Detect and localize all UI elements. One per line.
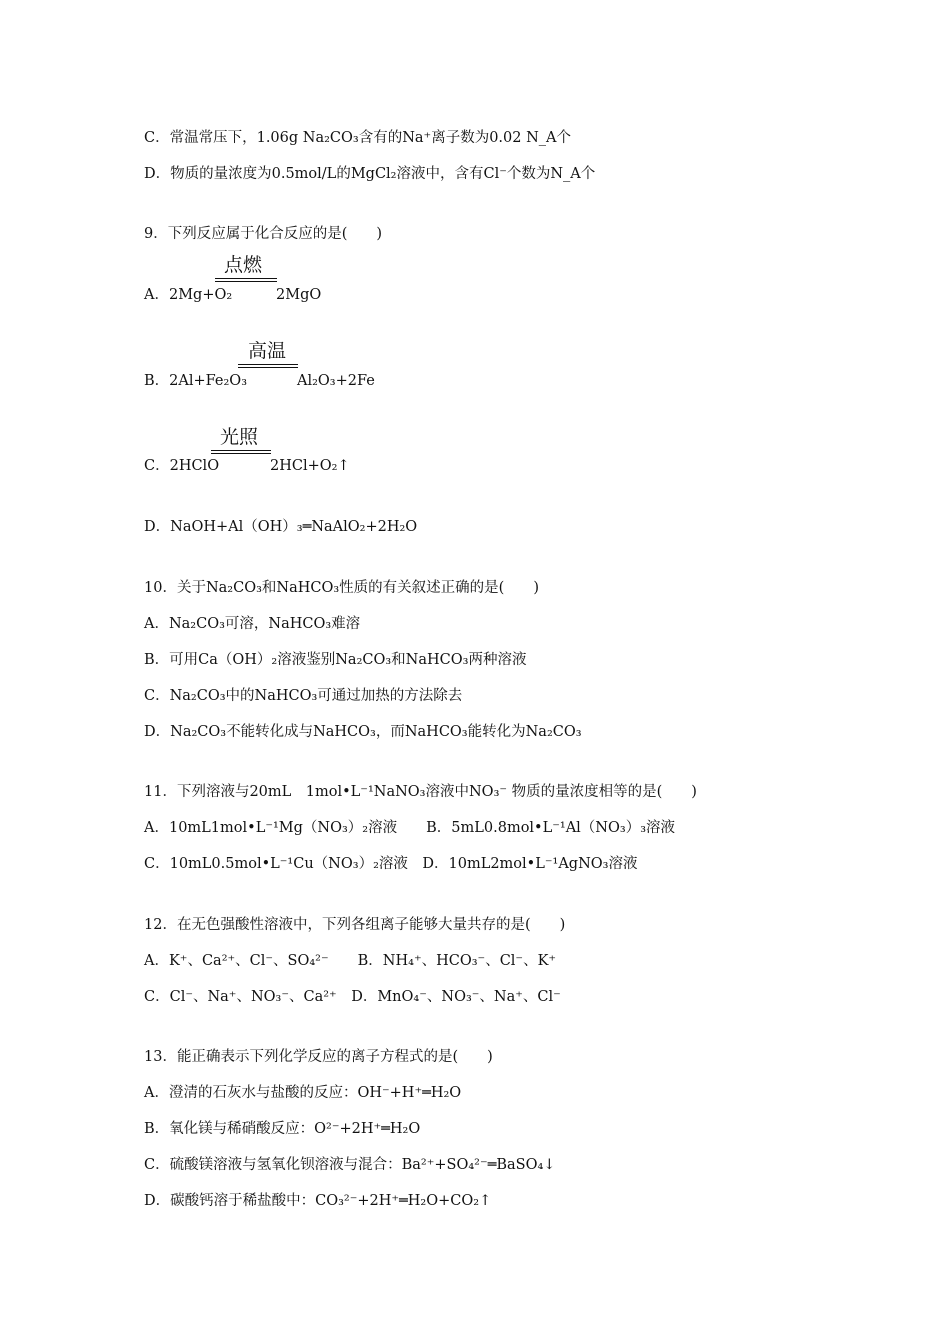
question-11-stem: 11．下列溶液与20mL 1mol•L⁻¹NaNO₃溶液中NO₃⁻ 物质的量浓度相等的是( ) xyxy=(144,784,697,800)
option-10c: C．Na₂CO₃中的NaHCO₃可通过加热的方法除去 xyxy=(144,688,463,704)
option-13b: B．氧化镁与稀硝酸反应：O²⁻+2H⁺═H₂O xyxy=(144,1121,421,1137)
option-10d: D．Na₂CO₃不能转化成与NaHCO₃，而NaHCO₃能转化为Na₂CO₃ xyxy=(144,724,582,740)
option-13c: C．硫酸镁溶液与氢氧化钡溶液与混合：Ba²⁺+SO₄²⁻═BaSO₄↓ xyxy=(144,1157,556,1173)
options-11cd: C．10mL0.5mol•L⁻¹Cu（NO₃）₂溶液 D．10mL2mol•L⁻¹AgNO₃溶液 xyxy=(144,856,638,872)
question-12-stem: 12．在无色强酸性溶液中，下列各组离子能够大量共存的是( ) xyxy=(144,917,566,933)
option-13a: A．澄清的石灰水与盐酸的反应：OH⁻+H⁺═H₂O xyxy=(144,1085,462,1101)
option-8c: C．常温常压下，1.06g Na₂CO₃含有的Na⁺离子数为0.02 N_A个 xyxy=(144,130,571,146)
option-13d: D．碳酸钙溶于稀盐酸中：CO₃²⁻+2H⁺═H₂O+CO₂↑ xyxy=(144,1193,492,1209)
options-12cd: C．Cl⁻、Na⁺、NO₃⁻、Ca²⁺ D．MnO₄⁻、NO₃⁻、Na⁺、Cl⁻ xyxy=(144,989,561,1005)
question-10-stem: 10．关于Na₂CO₃和NaHCO₃性质的有关叙述正确的是( ) xyxy=(144,580,539,596)
question-9-stem: 9．下列反应属于化合反应的是( ) xyxy=(144,226,383,242)
option-10a: A．Na₂CO₃可溶，NaHCO₃难溶 xyxy=(144,616,361,632)
reaction-arrow-bar xyxy=(238,367,298,368)
option-9a: A．2Mg+O₂ xyxy=(144,287,233,303)
reaction-condition-ignite: 点燃 xyxy=(224,254,263,276)
option-9d: D．NaOH+Al（OH）₃═NaAlO₂+2H₂O xyxy=(144,519,418,535)
option-9c: C．2HClO xyxy=(144,458,220,474)
option-10b: B．可用Ca（OH）₂溶液鉴别Na₂CO₃和NaHCO₃两种溶液 xyxy=(144,652,527,668)
option-8d: D．物质的量浓度为0.5mol/L的MgCl₂溶液中，含有Cl⁻个数为N_A个 xyxy=(144,166,596,182)
reaction-arrow-bar xyxy=(211,450,271,451)
reaction-arrow-bar xyxy=(215,281,277,282)
options-12ab: A．K⁺、Ca²⁺、Cl⁻、SO₄²⁻ B．NH₄⁺、HCO₃⁻、Cl⁻、K⁺ xyxy=(144,953,557,969)
reaction-arrow-bar xyxy=(211,453,271,454)
option-9c-product: 2HCl+O₂↑ xyxy=(270,458,350,474)
option-9b-product: Al₂O₃+2Fe xyxy=(297,373,375,389)
question-13-stem: 13．能正确表示下列化学反应的离子方程式的是( ) xyxy=(144,1049,493,1065)
option-9b: B．2Al+Fe₂O₃ xyxy=(144,373,248,389)
reaction-arrow-bar xyxy=(238,364,298,365)
reaction-condition-high-temp: 高温 xyxy=(248,340,287,362)
reaction-condition-light: 光照 xyxy=(220,426,259,448)
option-9a-product: 2MgO xyxy=(276,287,322,303)
options-11ab: A．10mL1mol•L⁻¹Mg（NO₃）₂溶液 B．5mL0.8mol•L⁻¹Al（NO₃）₃溶液 xyxy=(144,820,676,836)
reaction-arrow-bar xyxy=(215,278,277,279)
